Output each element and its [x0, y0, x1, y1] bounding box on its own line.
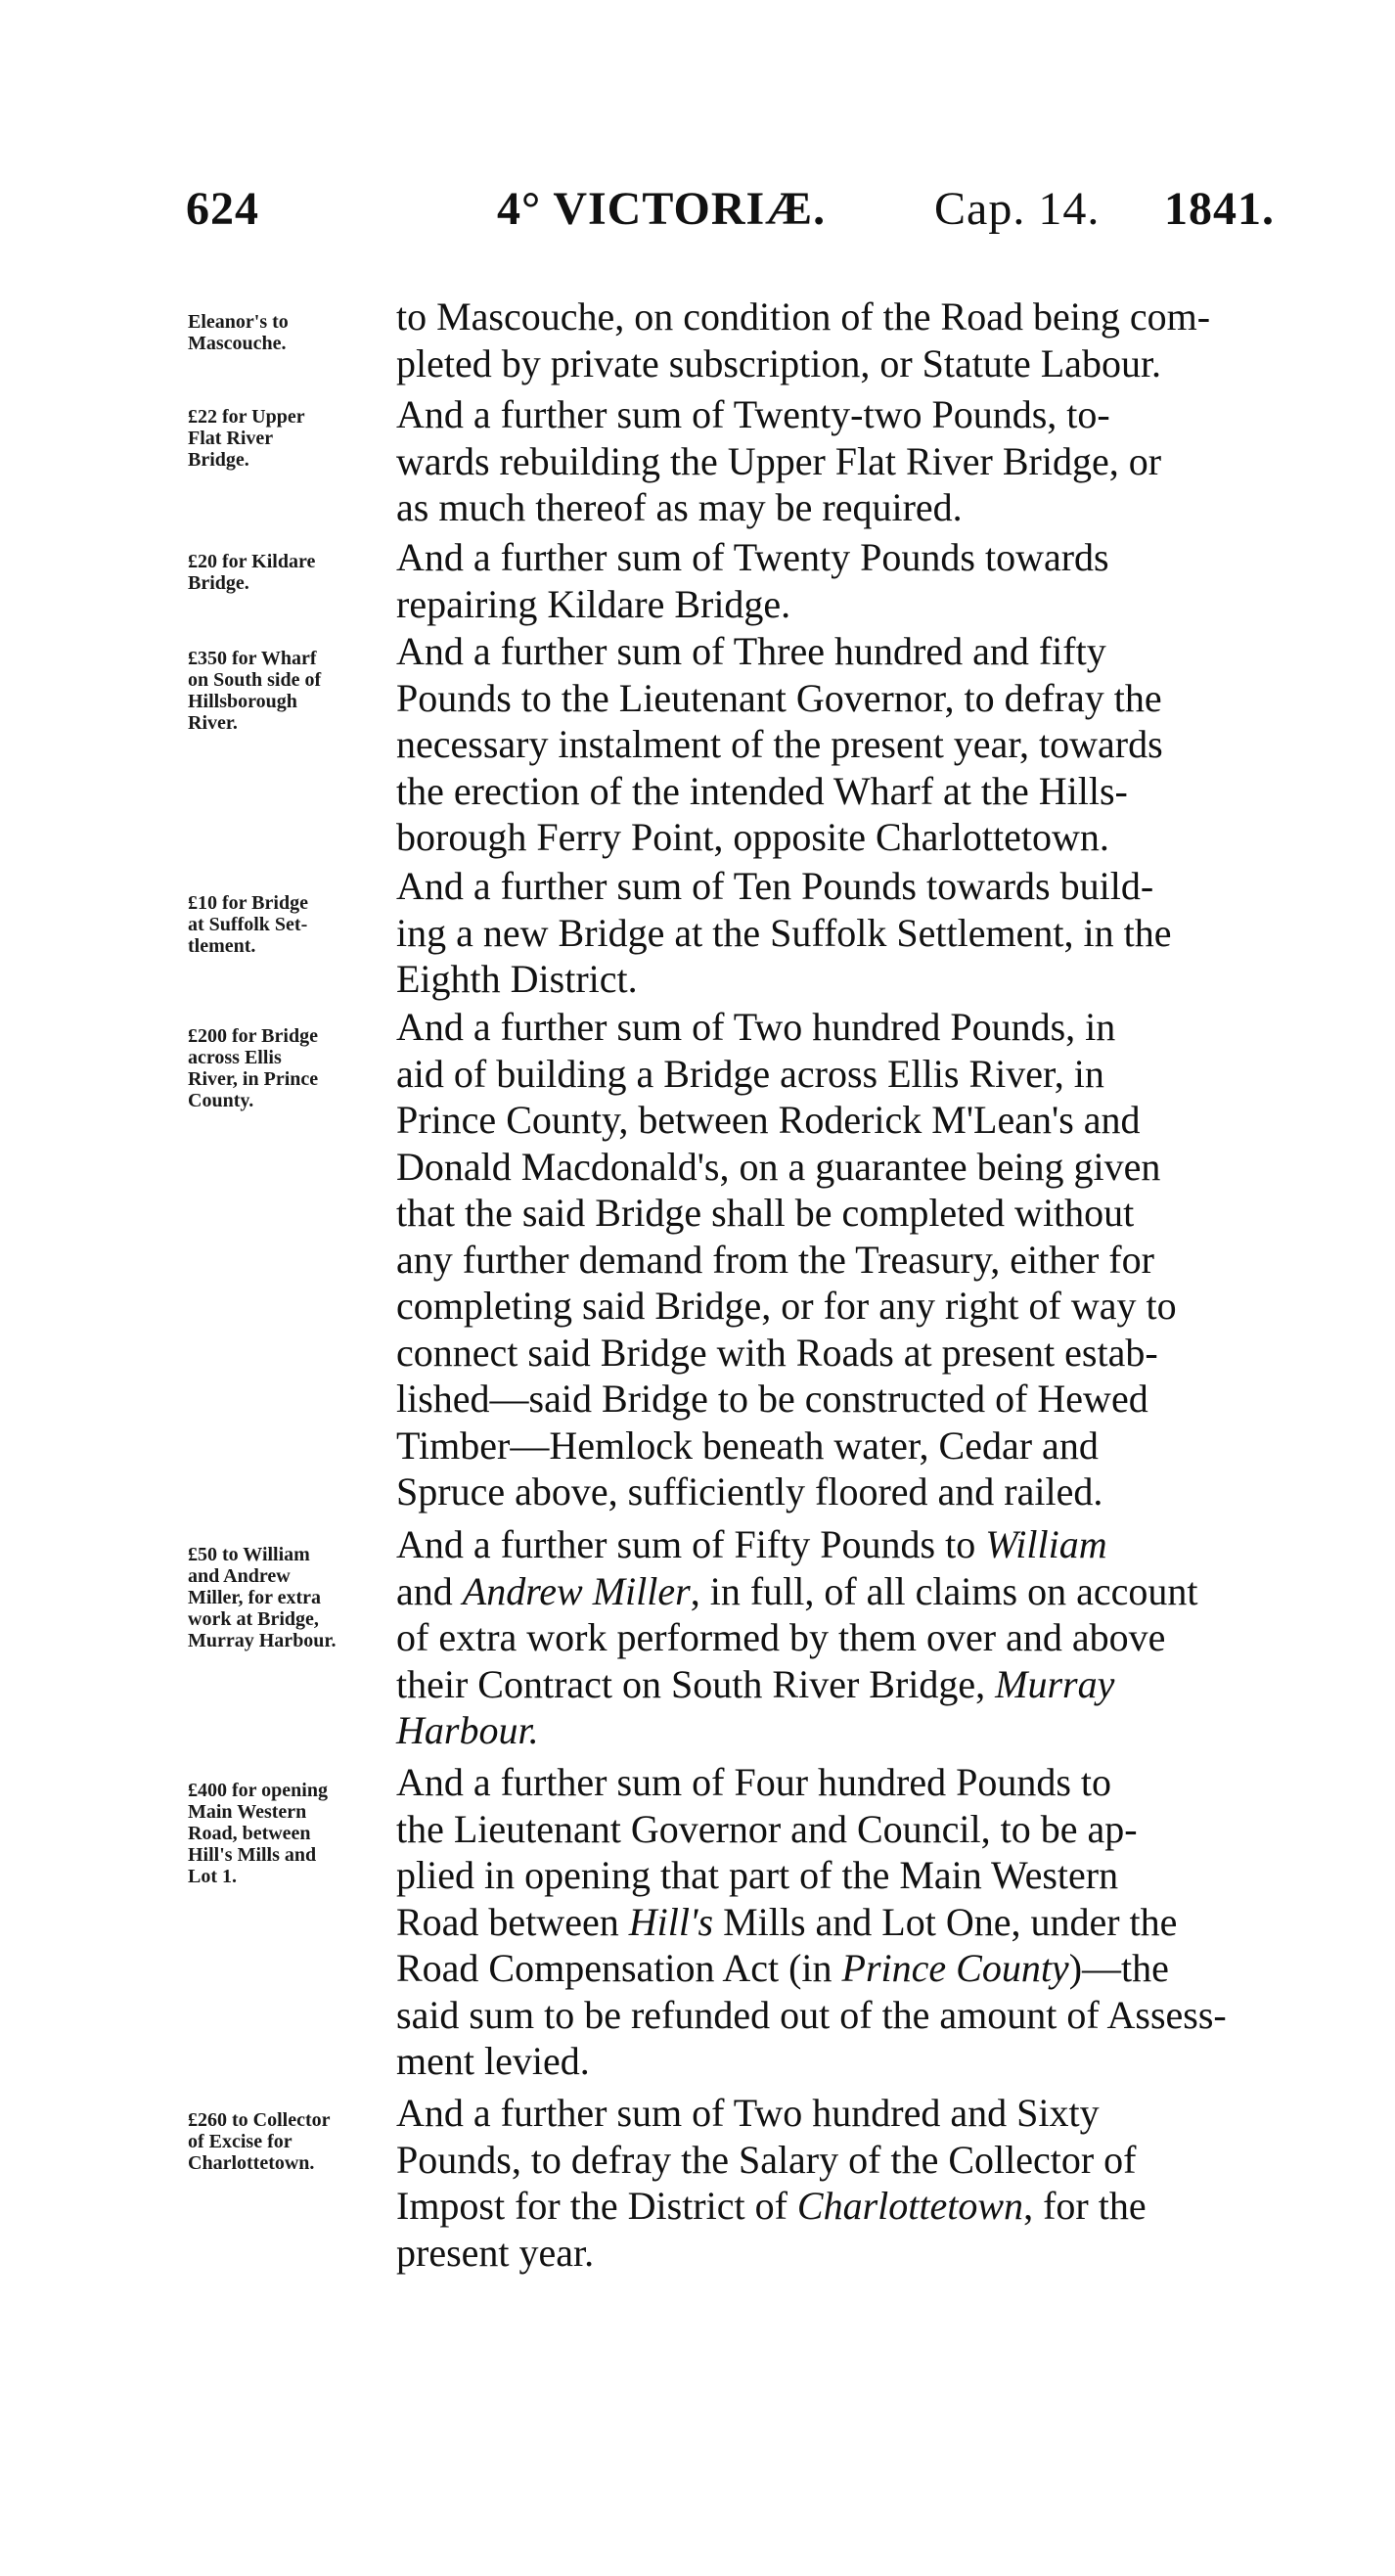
- text-line: said sum to be refunded out of the amount of Assess-: [396, 1992, 1227, 2037]
- text-line: wards rebuilding the Upper Flat River Bridge, or: [396, 438, 1162, 483]
- text-line: ment levied.: [396, 2039, 590, 2083]
- text-line: Donald Macdonald's, on a guarantee being given: [396, 1144, 1161, 1189]
- text-line: aid of building a Bridge across Ellis River, in: [396, 1051, 1104, 1096]
- margin-note: [188, 311, 393, 354]
- paragraph: [396, 2090, 1262, 2276]
- text-line: connect said Bridge with Roads at present estab-: [396, 1330, 1158, 1375]
- text-line: Pounds to the Lieutenant Governor, to defray the: [396, 675, 1162, 720]
- text-line: And a further sum of Three hundred and fifty: [396, 629, 1106, 673]
- margin-note-line: Flat River: [188, 428, 274, 449]
- margin-note-line: River, in Prince: [188, 1068, 319, 1090]
- margin-note-line: £50 to William: [188, 1544, 310, 1565]
- margin-note-line: Murray Harbour.: [188, 1630, 337, 1651]
- chapter-number: Cap. 14.: [934, 183, 1101, 235]
- text-line: Road between Hill's Mills and Lot One, under the: [396, 1899, 1178, 1944]
- text-line: And a further sum of Two hundred Pounds, in: [396, 1005, 1116, 1049]
- text-line: Timber—Hemlock beneath water, Cedar and: [396, 1423, 1099, 1468]
- text-line: And a further sum of Twenty Pounds towards: [396, 535, 1109, 579]
- paragraph: [396, 1759, 1262, 2085]
- margin-note-line: County.: [188, 1090, 254, 1111]
- text-line: present year.: [396, 2230, 595, 2275]
- text-line: the erection of the intended Wharf at the Hills-: [396, 768, 1128, 813]
- text-line: Pounds, to defray the Salary of the Collector of: [396, 2137, 1137, 2182]
- margin-note-line: of Excise for: [188, 2131, 292, 2152]
- margin-note-line: Bridge.: [188, 449, 249, 471]
- margin-note: [188, 2109, 393, 2174]
- margin-note-line: Lot 1.: [188, 1866, 237, 1887]
- margin-note-line: Main Western: [188, 1801, 307, 1823]
- margin-note-line: Eleanor's to: [188, 311, 289, 333]
- margin-note-line: Hillsborough: [188, 691, 297, 712]
- text-line: Road Compensation Act (in Prince County)—the: [396, 1946, 1169, 1990]
- margin-note-line: £260 to Collector: [188, 2109, 331, 2131]
- margin-note-line: £350 for Wharf: [188, 648, 317, 669]
- text-line: Spruce above, sufficiently floored and railed.: [396, 1469, 1103, 1514]
- text-line: pleted by private subscription, or Statute Labour.: [396, 340, 1162, 385]
- margin-note-line: £22 for Upper: [188, 406, 305, 428]
- margin-note-line: on South side of: [188, 669, 322, 691]
- text-line: as much thereof as may be required.: [396, 485, 963, 529]
- margin-note: [188, 892, 393, 957]
- margin-note: [188, 551, 393, 594]
- margin-note-line: Bridge.: [188, 572, 249, 594]
- text-line: their Contract on South River Bridge, Murray: [396, 1661, 1115, 1706]
- margin-note-line: work at Bridge,: [188, 1608, 319, 1630]
- margin-note-line: Hill's Mills and: [188, 1844, 317, 1866]
- text-line: repairing Kildare Bridge.: [396, 581, 791, 626]
- text-line: Prince County, between Roderick M'Lean's and: [396, 1098, 1141, 1142]
- margin-note-line: and Andrew: [188, 1565, 291, 1587]
- text-line: any further demand from the Treasury, either for: [396, 1237, 1154, 1282]
- margin-note-line: Charlottetown.: [188, 2152, 315, 2174]
- paragraph: [396, 534, 1262, 627]
- margin-note-line: £10 for Bridge: [188, 892, 308, 914]
- text-line: Eighth District.: [396, 957, 638, 1001]
- margin-note: [188, 1780, 393, 1887]
- margin-note: [188, 1544, 393, 1651]
- reign-title: 4° VICTORIÆ.: [497, 183, 827, 235]
- paragraph: [396, 294, 1262, 386]
- text-line: lished—said Bridge to be constructed of Hewed: [396, 1377, 1148, 1421]
- text-line: necessary instalment of the present year, towards: [396, 722, 1163, 766]
- margin-note-line: £20 for Kildare: [188, 551, 316, 572]
- margin-note: [188, 648, 393, 734]
- margin-note-line: Road, between: [188, 1823, 311, 1844]
- text-line: plied in opening that part of the Main Western: [396, 1853, 1119, 1897]
- margin-note-line: across Ellis: [188, 1047, 282, 1068]
- text-line: that the said Bridge shall be completed without: [396, 1191, 1135, 1235]
- margin-note-line: Mascouche.: [188, 333, 287, 354]
- text-line: And a further sum of Fifty Pounds to William: [396, 1522, 1107, 1566]
- year: 1841.: [1164, 183, 1275, 235]
- page-number: 624: [186, 183, 259, 235]
- text-line: of extra work performed by them over and above: [396, 1615, 1166, 1659]
- text-line: And a further sum of Ten Pounds towards build-: [396, 864, 1154, 908]
- text-line: the Lieutenant Governor and Council, to be ap-: [396, 1806, 1138, 1851]
- paragraph: [396, 863, 1262, 1003]
- margin-note-line: Miller, for extra: [188, 1587, 322, 1608]
- text-line: borough Ferry Point, opposite Charlottetown.: [396, 815, 1109, 859]
- text-line: ing a new Bridge at the Suffolk Settlement, in the: [396, 910, 1172, 955]
- paragraph: [396, 628, 1262, 861]
- paragraph: [396, 391, 1262, 531]
- text-line: Impost for the District of Charlottetown, for the: [396, 2184, 1147, 2228]
- text-line: and Andrew Miller, in full, of all claims on account: [396, 1568, 1198, 1613]
- paragraph: [396, 1521, 1262, 1754]
- margin-note: [188, 406, 393, 471]
- paragraph: [396, 1004, 1262, 1515]
- margin-note: [188, 1025, 393, 1111]
- text-line: And a further sum of Two hundred and Sixty: [396, 2091, 1100, 2135]
- text-line: And a further sum of Twenty-two Pounds, to-: [396, 392, 1110, 436]
- text-line: completing said Bridge, or for any right of way to: [396, 1284, 1177, 1328]
- text-line: And a further sum of Four hundred Pounds to: [396, 1760, 1112, 1804]
- text-line: Harbour.: [396, 1708, 539, 1752]
- running-header: [186, 182, 1282, 250]
- margin-note-line: tlement.: [188, 935, 256, 957]
- margin-note-line: £400 for opening: [188, 1780, 328, 1801]
- margin-note-line: River.: [188, 712, 238, 734]
- text-line: to Mascouche, on condition of the Road being com-: [396, 294, 1211, 339]
- margin-note-line: at Suffolk Set-: [188, 914, 308, 935]
- margin-note-line: £200 for Bridge: [188, 1025, 318, 1047]
